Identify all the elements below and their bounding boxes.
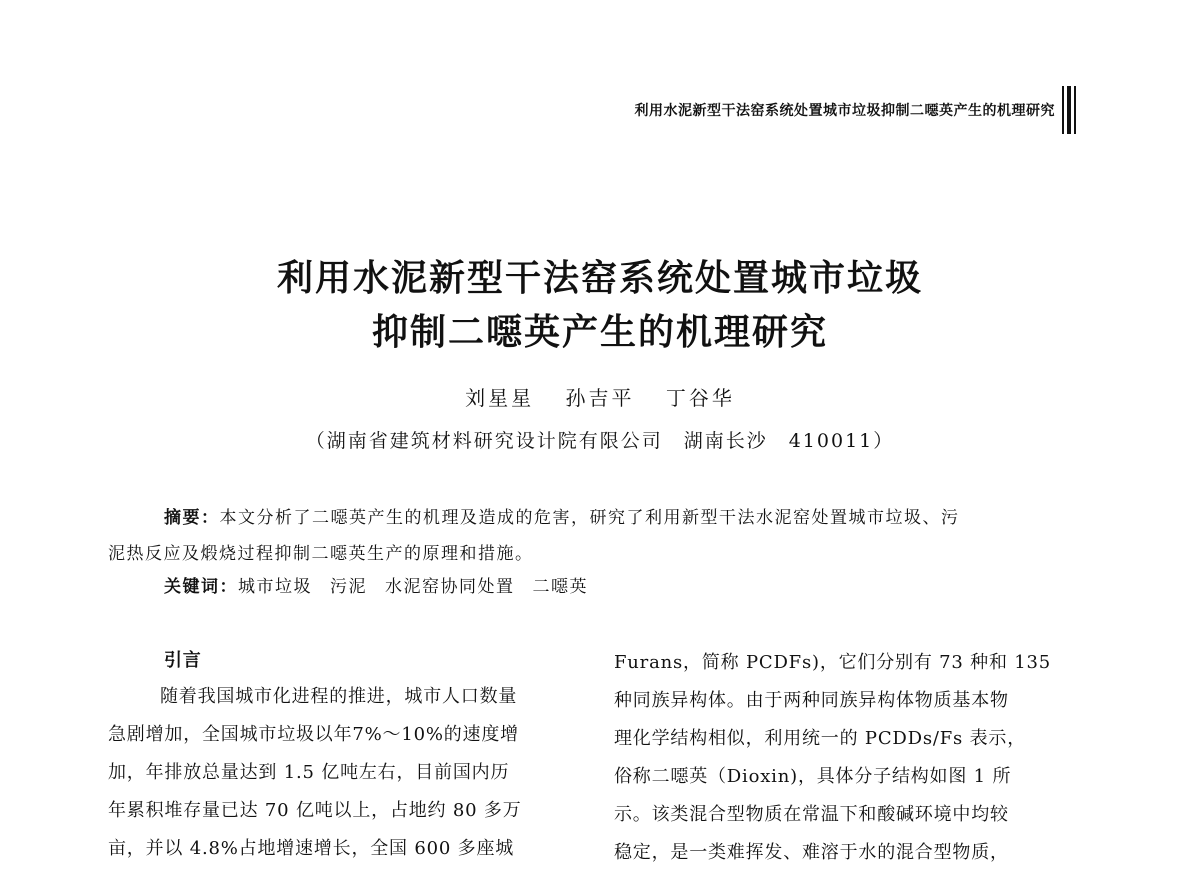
- author-list: [0, 382, 1200, 411]
- body-text-line: 俗称二噁英（Dioxin)，具体分子结构如图 1 所: [614, 766, 1012, 787]
- author-name: 丁谷华: [665, 386, 735, 410]
- body-text-line: 年累积堆存量已达 70 亿吨以上，占地约 80 多万: [108, 800, 522, 821]
- header-decoration-bars: [1062, 86, 1076, 134]
- author-name: 孙吉平: [565, 386, 635, 410]
- body-text-line: 加，年排放总量达到 1.5 亿吨左右，目前国内历: [108, 762, 510, 783]
- paper-title: [0, 252, 1200, 360]
- keyword: 二噁英: [532, 577, 588, 597]
- keyword: 城市垃圾: [238, 577, 312, 597]
- keywords: [164, 569, 1094, 605]
- section-heading-introduction: 引言: [164, 650, 202, 671]
- body-text-line: Furans，简称 PCDFs)，它们分别有 73 种和 135: [614, 652, 1052, 673]
- author-name: 刘星星: [465, 386, 535, 410]
- title-line-2: 抑制二噁英产生的机理研究: [371, 312, 828, 353]
- running-header: 利用水泥新型干法窑系统处置城市垃圾抑制二噁英产生的机理研究: [634, 103, 1055, 119]
- abstract-label: 摘要：: [164, 508, 220, 528]
- keywords-label: 关键词：: [164, 577, 238, 597]
- body-text-line: 示。该类混合型物质在常温下和酸碱环境中均较: [614, 804, 1009, 825]
- abstract-paragraph: [108, 500, 1098, 536]
- abstract-text-line-1: 本文分析了二噁英产生的机理及造成的危害，研究了利用新型干法水泥窑处置城市垃圾、污: [219, 508, 960, 528]
- abstract-text-line-2: 泥热反应及煅烧过程抑制二噁英生产的原理和措施。: [108, 544, 534, 564]
- title-line-1: 利用水泥新型干法窑系统处置城市垃圾: [276, 258, 923, 299]
- body-text-line: 亩，并以 4.8%占地增速增长，全国 600 多座城: [108, 838, 515, 859]
- abstract: [108, 500, 1098, 572]
- left-column: [108, 644, 578, 868]
- body-text-line: 稳定，是一类难挥发、难溶于水的混合型物质，: [614, 842, 1009, 863]
- body-text-line: 随着我国城市化进程的推进，城市人口数量: [160, 686, 518, 707]
- body-text-line: 种同族异构体。由于两种同族异构体物质基本物: [614, 690, 1009, 711]
- right-column: [614, 644, 1084, 872]
- keyword: 污泥: [330, 577, 367, 597]
- keyword: 水泥窑协同处置: [385, 577, 515, 597]
- affiliation: （湖南省建筑材料研究设计院有限公司 湖南长沙 410011）: [305, 430, 895, 452]
- body-text-line: 理化学结构相似，利用统一的 PCDDs/Fs 表示，: [614, 728, 1027, 749]
- body-text-line: 急剧增加，全国城市垃圾以年7%～10%的速度增: [108, 724, 519, 745]
